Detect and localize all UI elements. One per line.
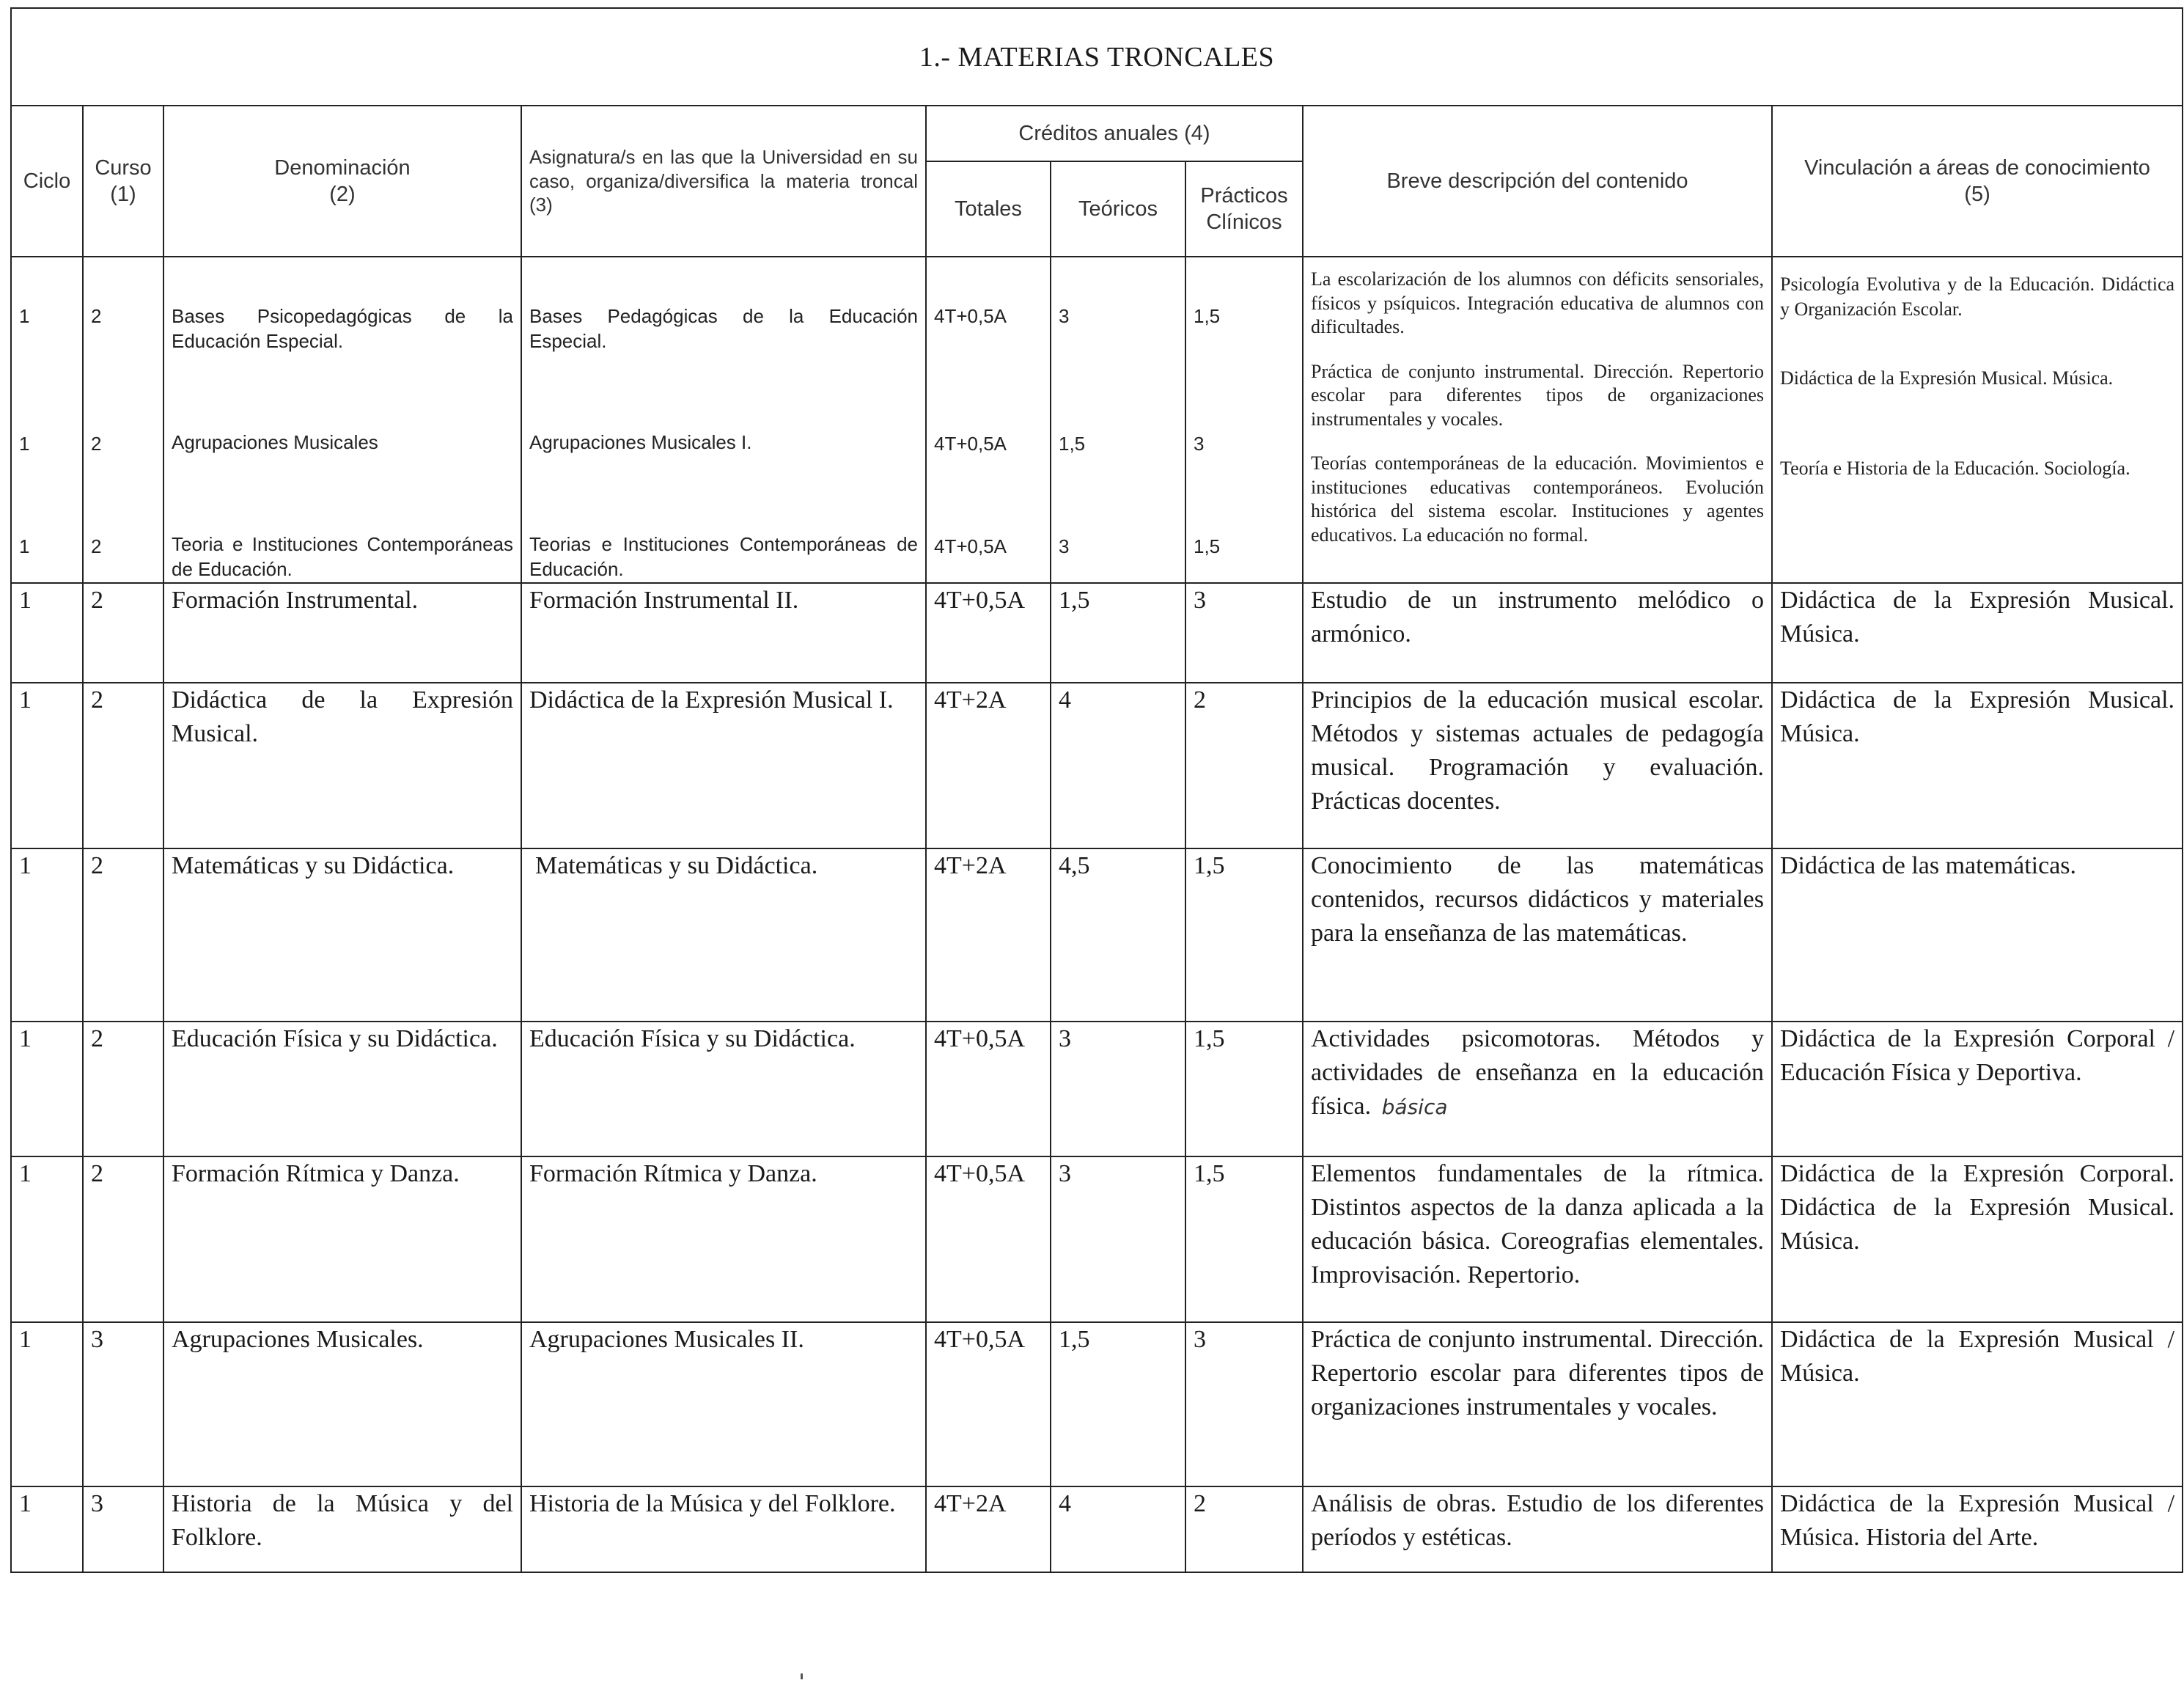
- fb-asignatura-1: Agrupaciones Musicales I.: [529, 430, 752, 453]
- fb-curso-0: 2: [91, 305, 102, 327]
- header-vinculacion-note: (5): [1964, 183, 1990, 206]
- fb-totales-1: 4T+0,5A: [934, 432, 1007, 455]
- fb-totales-0: 4T+0,5A: [934, 305, 1007, 327]
- cell-practicos: 3: [1185, 1322, 1303, 1486]
- fb-areas-2: Teoría e Historia de la Educación. Sociología.: [1780, 458, 2130, 480]
- table-row: [11, 848, 2183, 1022]
- first-block-totales: [926, 257, 1051, 583]
- handwritten-annotation: básica: [1381, 1094, 1448, 1119]
- cell-descripcion: Práctica de conjunto instrumental. Dirección. Repertorio escolar para diferentes tipos de organizaciones instrumentales y vocales.: [1303, 1322, 1772, 1486]
- fb-descripcion-0: La escolarización de los alumnos con déficits sensoriales, físicos y psíquicos. Integración educativa de alumnos con dificultades.: [1311, 268, 1764, 337]
- cell-practicos: 2: [1185, 683, 1303, 848]
- fb-denominacion-0: Bases Psicopedagógicas de la Educación Especial.: [172, 305, 513, 352]
- cell-descripcion: Estudio de un instrumento melódico o armónico.: [1303, 583, 1772, 683]
- cell-teoricos: 4: [1051, 1486, 1185, 1572]
- fb-descripcion-2: Teorías contemporáneas de la educación. Movimientos e instituciones educativas contemporáneos. Evolución histórica del sistema escolar. Instituciones y agentes educativos. La educación no formal.: [1311, 452, 1764, 546]
- cell-areas: Didáctica de la Expresión Corporal. Didáctica de la Expresión Musical. Música.: [1772, 1156, 2183, 1322]
- cell-curso: 3: [83, 1486, 163, 1572]
- first-block-curso: [83, 257, 163, 583]
- header-asignatura: Asignatura/s en las que la Universidad en su caso, organiza/diversifica la materia troncal (3): [521, 106, 926, 257]
- cell-totales: 4T+0,5A: [926, 1322, 1051, 1486]
- cell-practicos: 1,5: [1185, 1022, 1303, 1156]
- cell-descripcion: Análisis de obras. Estudio de los diferentes períodos y estéticas.: [1303, 1486, 1772, 1572]
- cell-curso: 3: [83, 1322, 163, 1486]
- fb-descripcion-1: Práctica de conjunto instrumental. Dirección. Repertorio escolar para diferentes tipos de organizaciones instrumentales y vocales.: [1311, 360, 1764, 430]
- cell-teoricos: 1,5: [1051, 1322, 1185, 1486]
- header-ciclo: Ciclo: [11, 106, 83, 257]
- first-block-practicos: [1185, 257, 1303, 583]
- cell-asignatura: Educación Física y su Didáctica.: [521, 1022, 926, 1156]
- cell-practicos: 3: [1185, 583, 1303, 683]
- cell-denominacion: Educación Física y su Didáctica.: [163, 1022, 521, 1156]
- cell-totales: 4T+0,5A: [926, 1022, 1051, 1156]
- cell-areas: Didáctica de la Expresión Musical. Música.: [1772, 683, 2183, 848]
- header-vinculacion: [1772, 106, 2183, 257]
- cell-ciclo: 1: [11, 1486, 83, 1572]
- fb-practicos-2: 1,5: [1194, 535, 1221, 557]
- cell-areas: Didáctica de la Expresión Corporal / Educación Física y Deportiva.: [1772, 1022, 2183, 1156]
- cell-practicos: 1,5: [1185, 848, 1303, 1022]
- cell-curso: 2: [83, 848, 163, 1022]
- header-denominacion: [163, 106, 521, 257]
- fb-denominacion-2: Teoria e Instituciones Contemporáneas de Educación.: [172, 533, 513, 581]
- first-block-descripcion: [1303, 257, 1772, 583]
- cell-denominacion: Matemáticas y su Didáctica.: [163, 848, 521, 1022]
- fb-practicos-1: 3: [1194, 432, 1205, 455]
- table-row: [11, 1486, 2183, 1572]
- fb-practicos-0: 1,5: [1194, 305, 1221, 327]
- header-curso: [83, 106, 163, 257]
- table-row: [11, 1322, 2183, 1486]
- cell-asignatura: Didáctica de la Expresión Musical I.: [521, 683, 926, 848]
- cell-descripcion: Conocimiento de las matemáticas contenidos, recursos didácticos y materiales para la enseñanza de las matemáticas.: [1303, 848, 1772, 1022]
- descripcion-text: Actividades psicomotoras. Métodos y actividades de enseñanza en la educación física.: [1311, 1024, 1764, 1120]
- cell-ciclo: 1: [11, 1022, 83, 1156]
- cell-denominacion: Formación Rítmica y Danza.: [163, 1156, 521, 1322]
- fb-ciclo-1: 1: [19, 432, 30, 455]
- cell-ciclo: 1: [11, 1156, 83, 1322]
- cell-denominacion: Formación Instrumental.: [163, 583, 521, 683]
- fb-denominacion-1: Agrupaciones Musicales: [172, 430, 378, 453]
- fb-asignatura-0: Bases Pedagógicas de la Educación Especial.: [529, 305, 918, 352]
- cell-denominacion: Didáctica de la Expresión Musical.: [163, 683, 521, 848]
- cell-totales: 4T+2A: [926, 683, 1051, 848]
- fb-totales-2: 4T+0,5A: [934, 535, 1007, 557]
- cell-areas: Didáctica de la Expresión Musical. Música.: [1772, 583, 2183, 683]
- table-row: [11, 583, 2183, 683]
- header-curso-note: (1): [110, 183, 136, 206]
- cell-asignatura: Agrupaciones Musicales II.: [521, 1322, 926, 1486]
- header-curso-label: Curso: [95, 155, 152, 180]
- scan-mark: [801, 1673, 803, 1679]
- cell-descripcion: Elementos fundamentales de la rítmica. Distintos aspectos de la danza aplicada a la educación básica. Coreografias elementales. Improvisación. Repertorio.: [1303, 1156, 1772, 1322]
- cell-denominacion: Historia de la Música y del Folklore.: [163, 1486, 521, 1572]
- header-denominacion-label: Denominación: [274, 155, 411, 180]
- first-block-denominacion: [163, 257, 521, 583]
- cell-ciclo: 1: [11, 683, 83, 848]
- cell-ciclo: 1: [11, 1322, 83, 1486]
- header-descripcion: Breve descripción del contenido: [1303, 106, 1772, 257]
- cell-totales: 4T+0,5A: [926, 583, 1051, 683]
- cell-asignatura: Matemáticas y su Didáctica.: [521, 848, 926, 1022]
- fb-teoricos-1: 1,5: [1059, 432, 1086, 455]
- fb-curso-1: 2: [91, 432, 102, 455]
- cell-areas: Didáctica de la Expresión Musical / Música. Historia del Arte.: [1772, 1486, 2183, 1572]
- cell-areas: Didáctica de las matemáticas.: [1772, 848, 2183, 1022]
- cell-curso: 2: [83, 1022, 163, 1156]
- cell-descripcion: [1303, 1022, 1772, 1156]
- cell-teoricos: 3: [1051, 1156, 1185, 1322]
- cell-curso: 2: [83, 583, 163, 683]
- header-teoricos: Teóricos: [1051, 161, 1185, 257]
- header-denominacion-note: (2): [329, 183, 356, 206]
- header-totales: Totales: [926, 161, 1051, 257]
- cell-practicos: 2: [1185, 1486, 1303, 1572]
- fb-teoricos-2: 3: [1059, 535, 1070, 557]
- first-block-row: [11, 257, 2183, 583]
- cell-curso: 2: [83, 683, 163, 848]
- cell-teoricos: 1,5: [1051, 583, 1185, 683]
- cell-curso: 2: [83, 1156, 163, 1322]
- table-row: [11, 683, 2183, 848]
- first-block-asignatura: [521, 257, 926, 583]
- fb-areas-1: Didáctica de la Expresión Musical. Música.: [1780, 367, 2114, 389]
- first-block-areas: [1772, 257, 2183, 583]
- cell-teoricos: 4,5: [1051, 848, 1185, 1022]
- fb-teoricos-0: 3: [1059, 305, 1070, 327]
- cell-totales: 4T+2A: [926, 1486, 1051, 1572]
- cell-totales: 4T+2A: [926, 848, 1051, 1022]
- fb-asignatura-2: Teorias e Instituciones Contemporáneas de Educación.: [529, 533, 918, 581]
- cell-asignatura: Formación Rítmica y Danza.: [521, 1156, 926, 1322]
- cell-ciclo: 1: [11, 583, 83, 683]
- fb-curso-2: 2: [91, 535, 102, 557]
- first-block-teoricos: [1051, 257, 1185, 583]
- fb-ciclo-0: 1: [19, 305, 30, 327]
- cell-totales: 4T+0,5A: [926, 1156, 1051, 1322]
- cell-practicos: 1,5: [1185, 1156, 1303, 1322]
- page-title: 1.- MATERIAS TRONCALES: [11, 8, 2183, 106]
- cell-teoricos: 4: [1051, 683, 1185, 848]
- table-row: [11, 1156, 2183, 1322]
- cell-denominacion: Agrupaciones Musicales.: [163, 1322, 521, 1486]
- cell-ciclo: 1: [11, 848, 83, 1022]
- cell-areas: Didáctica de la Expresión Musical / Música.: [1772, 1322, 2183, 1486]
- header-practicos: Prácticos Clínicos: [1185, 161, 1303, 257]
- header-creditos: Créditos anuales (4): [926, 106, 1303, 161]
- fb-areas-0: Psicología Evolutiva y de la Educación. Didáctica y Organización Escolar.: [1780, 274, 2175, 320]
- cell-descripcion: Principios de la educación musical escolar. Métodos y sistemas actuales de pedagogía musical. Programación y evaluación. Prácticas docentes.: [1303, 683, 1772, 848]
- first-block-ciclo: [11, 257, 83, 583]
- table-row: [11, 1022, 2183, 1156]
- header-vinculacion-label: Vinculación a áreas de conocimiento: [1804, 155, 2150, 180]
- fb-ciclo-2: 1: [19, 535, 30, 557]
- cell-asignatura: Historia de la Música y del Folklore.: [521, 1486, 926, 1572]
- cell-teoricos: 3: [1051, 1022, 1185, 1156]
- cell-asignatura: Formación Instrumental II.: [521, 583, 926, 683]
- materias-troncales-table: [10, 7, 2183, 1573]
